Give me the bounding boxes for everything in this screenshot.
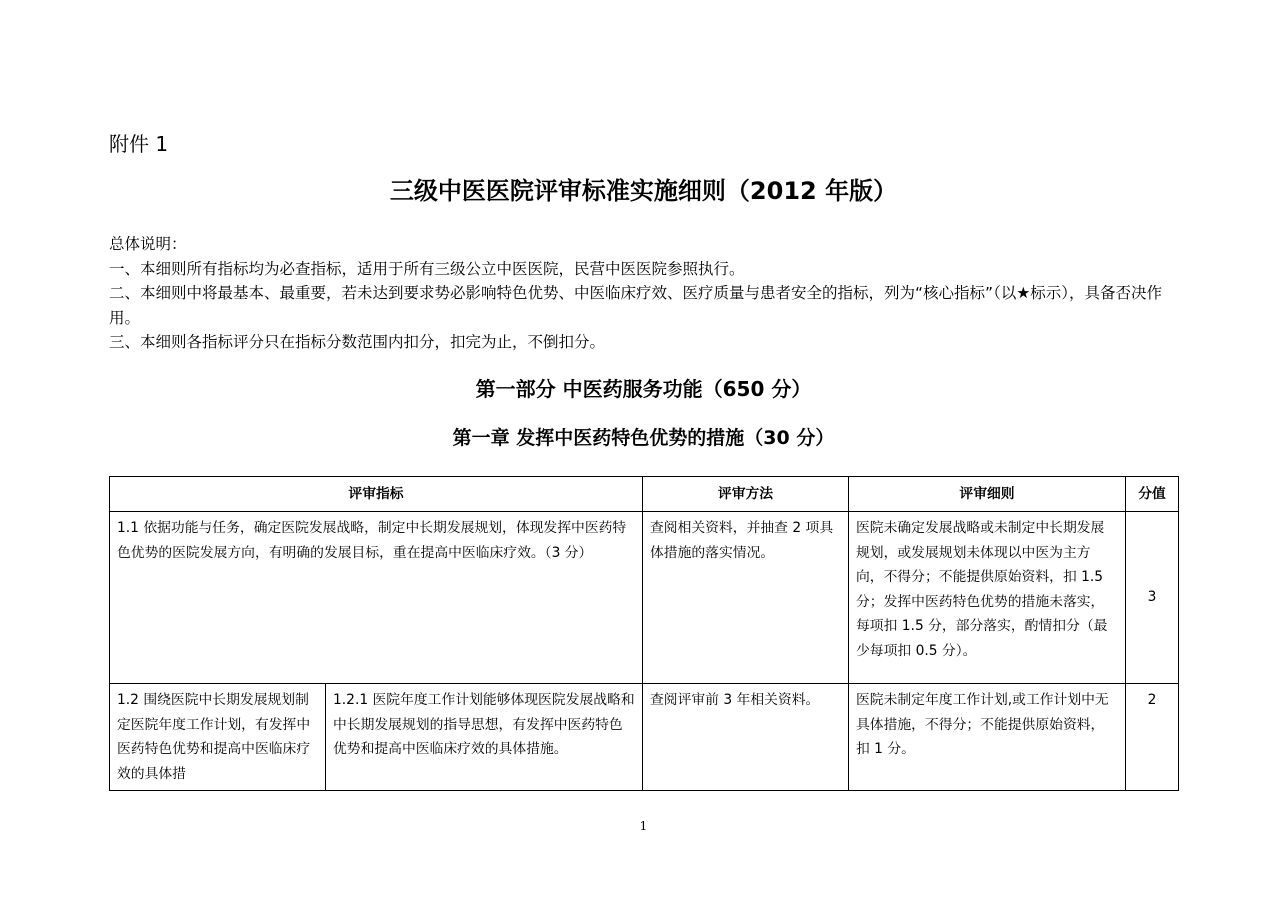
detail-cell: 医院未制定年度工作计划,或工作计划中无具体措施，不得分；不能提供原始资料，扣 1 分。 (849, 684, 1126, 791)
sub-indicator-cell: 1.2.1 医院年度工作计划能够体现医院发展战略和中长期发展规划的指导思想，有发挥中医药特色优势和提高中医临床疗效的具体措施。 (326, 684, 643, 791)
criteria-table (109, 476, 1179, 791)
chapter-title: 第一章 发挥中医药特色优势的措施（30 分） (452, 427, 835, 449)
method-cell: 查阅评审前 3 年相关资料。 (643, 684, 849, 791)
indicator-cell: 1.1 依据功能与任务，确定医院发展战略，制定中长期发展规划，体现发挥中医药特色优势的医院发展方向，有明确的发展目标，重在提高中医临床疗效。（3 分） (110, 512, 643, 684)
method-cell: 查阅相关资料，并抽查 2 项具体措施的落实情况。 (643, 512, 849, 684)
document-title: 三级中医医院评审标准实施细则（2012 年版） (389, 177, 898, 205)
general-notes-heading: 总体说明： (109, 235, 187, 253)
detail-cell: 医院未确定发展战略或未制定中长期发展规划，或发展规划未体现以中医为主方向，不得分；不能提供原始资料，扣 1.5 分；发挥中医药特色优势的措施未落实，每项扣 1.5 分，部分落实，酌情扣分（最少每项扣 0.5 分）。 (849, 512, 1126, 684)
part-title: 第一部分 中医药服务功能（650 分） (475, 377, 812, 401)
table-row (110, 684, 1179, 791)
table-header-row (110, 477, 1179, 512)
attachment-label: 附件 1 (109, 132, 169, 156)
general-note-item: 一、本细则所有指标均为必查指标，适用于所有三级公立中医医院，民营中医医院参照执行。 (109, 259, 745, 278)
general-note-item: 二、本细则中将最基本、最重要，若未达到要求势必影响特色优势、中医临床疗效、医疗质量与患者安全的指标，列为“核心指标”（以★标示），具备否决作用。 (109, 284, 1162, 327)
header-score: 分值 (1126, 477, 1179, 512)
score-cell: 3 (1126, 512, 1179, 684)
table-row (110, 512, 1179, 684)
score-cell: 2 (1126, 684, 1179, 791)
header-method: 评审方法 (643, 477, 849, 512)
page-number: 1 (639, 819, 648, 833)
general-notes (109, 232, 1181, 355)
general-note-item: 三、本细则各指标评分只在指标分数范围内扣分，扣完为止，不倒扣分。 (109, 333, 606, 351)
header-detail: 评审细则 (849, 477, 1126, 512)
header-indicator: 评审指标 (110, 477, 643, 512)
indicator-cell: 1.2 围绕医院中长期发展规划制定医院年度工作计划，有发挥中医药特色优势和提高中医临床疗效的具体措 (110, 684, 326, 791)
